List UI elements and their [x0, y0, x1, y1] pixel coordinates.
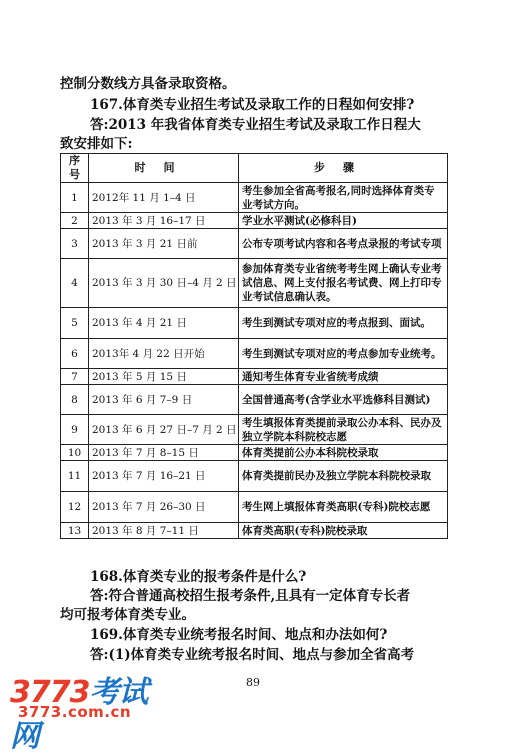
- watermark-logo: [10, 667, 170, 754]
- answer-169-line1: 答:(1)体育类专业统考报名时间、地点与参加全省高考: [90, 647, 415, 663]
- watermark-brand-text: 考试网: [10, 675, 148, 754]
- answer-168-line1: 答:符合普通高校招生报考条件,且具有一定体育专长者: [90, 588, 411, 604]
- schedule-table: [60, 153, 448, 539]
- table-row: [61, 445, 448, 461]
- table-row: [61, 308, 448, 339]
- row-num: 6: [61, 339, 89, 369]
- row-time: 2013 年 7 月 8–15 日: [89, 445, 239, 461]
- table-row: [61, 523, 448, 539]
- row-time: 2013 年 7 月 16–21 日: [89, 461, 239, 492]
- row-step: 考生填报体育类提前录取公办本科、民办及独立学院本科院校志愿: [239, 415, 448, 445]
- row-step: 公布专项考试内容和各考点录报的考试专项: [239, 229, 448, 259]
- row-time: 2013 年 3 月 21 日前: [89, 229, 239, 259]
- answer-167-line1: 答:2013 年我省体育类专业招生考试及录取工作日程大: [90, 117, 421, 133]
- table-row: [61, 461, 448, 492]
- row-num: 9: [61, 415, 89, 445]
- row-time: 2013 年 3 月 30 日–4 月 2 日: [89, 259, 239, 308]
- header-num: 序号: [61, 154, 89, 183]
- row-num: 4: [61, 259, 89, 308]
- answer-167-line2: 致安排如下:: [60, 136, 133, 152]
- row-time: 2013 年 3 月 16–17 日: [89, 213, 239, 229]
- row-step: 学业水平测试(必修科目): [239, 213, 448, 229]
- row-num: 2: [61, 213, 89, 229]
- question-168: 168.体育类专业的报考条件是什么?: [90, 569, 307, 585]
- row-time: 2013 年 8 月 7–11 日: [89, 523, 239, 539]
- row-step: 全国普通高考(含学业水平选修科目测试): [239, 385, 448, 415]
- question-167: 167.体育类专业招生考试及录取工作的日程如何安排?: [90, 97, 415, 113]
- row-step: 体育类提前公办本科院校录取: [239, 445, 448, 461]
- row-num: 13: [61, 523, 89, 539]
- table-row: [61, 415, 448, 445]
- table-row: [61, 492, 448, 523]
- table-row: [61, 229, 448, 259]
- table-row: [61, 385, 448, 415]
- row-num: 5: [61, 308, 89, 339]
- watermark-site: 3773.com.cn: [18, 703, 132, 721]
- answer-168-line2: 均可报考体育类专业。: [60, 607, 195, 623]
- paragraph-continuation: 控制分数线方具备录取资格。: [60, 76, 236, 92]
- row-step: 考生到测试专项对应的考点参加专业统考。: [239, 339, 448, 369]
- row-step: 考生网上填报体育类高职(专科)院校志愿: [239, 492, 448, 523]
- row-num: 1: [61, 183, 89, 213]
- row-time: 2013 年 7 月 26–30 日: [89, 492, 239, 523]
- row-num: 10: [61, 445, 89, 461]
- row-num: 11: [61, 461, 89, 492]
- row-num: 8: [61, 385, 89, 415]
- row-step: 体育类提前民办及独立学院本科院校录取: [239, 461, 448, 492]
- row-time: 2013 年 4 月 21 日: [89, 308, 239, 339]
- question-169: 169.体育类专业统考报名时间、地点和办法如何?: [90, 627, 388, 643]
- row-step: 考生到测试专项对应的考点报到、面试。: [239, 308, 448, 339]
- row-step: 通知考生体育专业省统考成绩: [239, 369, 448, 385]
- page-number: 89: [246, 676, 260, 689]
- table-row: [61, 259, 448, 308]
- row-time: 2013 年 6 月 7–9 日: [89, 385, 239, 415]
- row-time: 2013年 4 月 22 日开始: [89, 339, 239, 369]
- row-step: 参加体育类专业省统考考生网上确认专业考试信息、网上支付报名考试费、网上打印专业考试信息确认表。: [239, 259, 448, 308]
- table-row: [61, 183, 448, 213]
- row-time: 2012年 11 月 1–4 日: [89, 183, 239, 213]
- table-header-row: [61, 154, 448, 183]
- row-num: 12: [61, 492, 89, 523]
- row-time: 2013 年 6 月 27 日–7 月 2 日: [89, 415, 239, 445]
- header-time: 时间: [89, 154, 239, 183]
- row-step: 考生参加全省高考报名,同时选择体育类专业考试方向。: [239, 183, 448, 213]
- row-num: 7: [61, 369, 89, 385]
- table-row: [61, 213, 448, 229]
- row-time: 2013 年 5 月 15 日: [89, 369, 239, 385]
- row-num: 3: [61, 229, 89, 259]
- watermark-digits: 3773: [10, 675, 90, 710]
- row-step: 体育类高职(专科)院校录取: [239, 523, 448, 539]
- header-steps: 步骤: [239, 154, 448, 183]
- table-row: [61, 369, 448, 385]
- table-row: [61, 339, 448, 369]
